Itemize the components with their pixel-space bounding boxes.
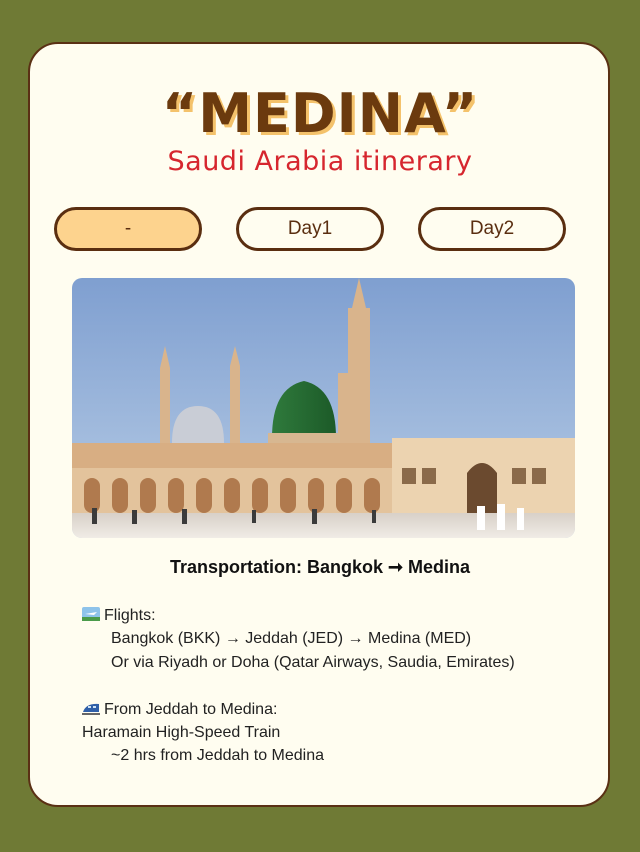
page-subtitle: Saudi Arabia itinerary [167, 146, 473, 177]
tab-overview[interactable]: - [54, 207, 202, 251]
train-label-row [82, 701, 277, 719]
page-title: “MEDINA” [161, 82, 479, 145]
tab-day2[interactable]: Day2 [418, 207, 566, 251]
airplane-icon [82, 607, 100, 621]
flights-alternative: Or via Riyadh or Doha (Qatar Airways, Saudia, Emirates) [111, 654, 515, 671]
transportation-heading: Transportation: Bangkok ➞ Medina [169, 557, 471, 577]
flights-label-row [82, 607, 156, 625]
flights-label: Flights: [104, 607, 156, 624]
train-name: Haramain High-Speed Train [82, 724, 281, 741]
train-duration: ~2 hrs from Jeddah to Medina [111, 747, 325, 764]
tab-day1[interactable]: Day1 [236, 207, 384, 251]
train-label: From Jeddah to Medina: [104, 701, 278, 718]
mosque-photo [72, 278, 575, 538]
train-icon [82, 701, 100, 715]
flights-route: Bangkok (BKK) → Jeddah (JED) → Medina (MED) [111, 630, 472, 647]
